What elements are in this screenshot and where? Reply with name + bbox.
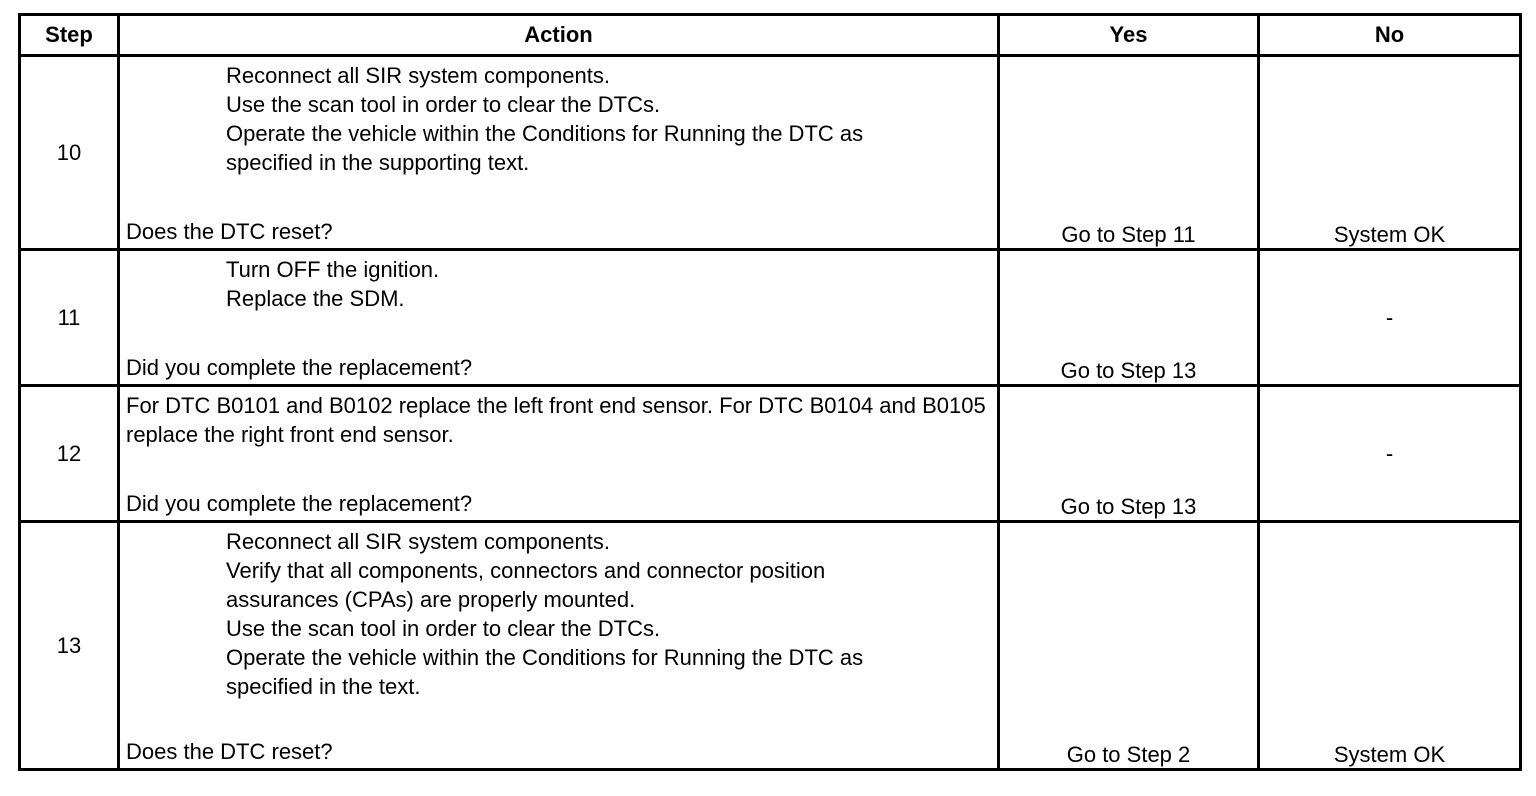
- yes-result: Go to Step 11: [999, 56, 1259, 250]
- no-result: System OK: [1259, 56, 1521, 250]
- instruction-line: Reconnect all SIR system components.: [226, 63, 610, 88]
- action-cell: [119, 56, 999, 250]
- header-yes: Yes: [999, 15, 1259, 56]
- table-row: [20, 250, 1521, 386]
- instruction-line: Turn OFF the ignition.: [226, 257, 440, 282]
- instruction-line: assurances (CPAs) are properly mounted.: [226, 587, 636, 612]
- action-instructions: [126, 61, 989, 177]
- no-result: -: [1259, 250, 1521, 386]
- action-question: Does the DTC reset?: [126, 219, 333, 244]
- no-result: -: [1259, 386, 1521, 522]
- table-row: [20, 522, 1521, 770]
- step-number: 11: [20, 250, 119, 386]
- instruction-line: Reconnect all SIR system components.: [226, 529, 610, 554]
- step-number: 10: [20, 56, 119, 250]
- action-instructions: [126, 527, 989, 701]
- header-no: No: [1259, 15, 1521, 56]
- diagnostic-table: [18, 13, 1522, 771]
- instruction-line: specified in the supporting text.: [226, 150, 530, 175]
- header-action: Action: [119, 15, 999, 56]
- action-question: Did you complete the replacement?: [126, 491, 473, 516]
- table-row: [20, 386, 1521, 522]
- step-number: 12: [20, 386, 119, 522]
- instruction-line: Operate the vehicle within the Conditions for Running the DTC as: [226, 121, 864, 146]
- action-paragraph: For DTC B0101 and B0102 replace the left front end sensor. For DTC B0104 and B0105 replace the right front end sensor.: [126, 393, 986, 447]
- yes-result: Go to Step 2: [999, 522, 1259, 770]
- instruction-line: Use the scan tool in order to clear the DTCs.: [226, 92, 661, 117]
- yes-result: Go to Step 13: [999, 250, 1259, 386]
- action-cell: [119, 522, 999, 770]
- instruction-line: Replace the SDM.: [226, 286, 405, 311]
- table-row: [20, 56, 1521, 250]
- action-question: Does the DTC reset?: [126, 739, 333, 764]
- action-cell: [119, 386, 999, 522]
- instruction-line: specified in the text.: [226, 674, 421, 699]
- action-question: Did you complete the replacement?: [126, 355, 473, 380]
- step-number: 13: [20, 522, 119, 770]
- header-step: Step: [20, 15, 119, 56]
- action-instructions: [126, 255, 989, 313]
- no-result: System OK: [1259, 522, 1521, 770]
- header-row: [20, 15, 1521, 56]
- yes-result: Go to Step 13: [999, 386, 1259, 522]
- instruction-line: Use the scan tool in order to clear the DTCs.: [226, 616, 661, 641]
- instruction-line: Operate the vehicle within the Conditions for Running the DTC as: [226, 645, 864, 670]
- instruction-line: Verify that all components, connectors and connector position: [226, 558, 826, 583]
- action-cell: [119, 250, 999, 386]
